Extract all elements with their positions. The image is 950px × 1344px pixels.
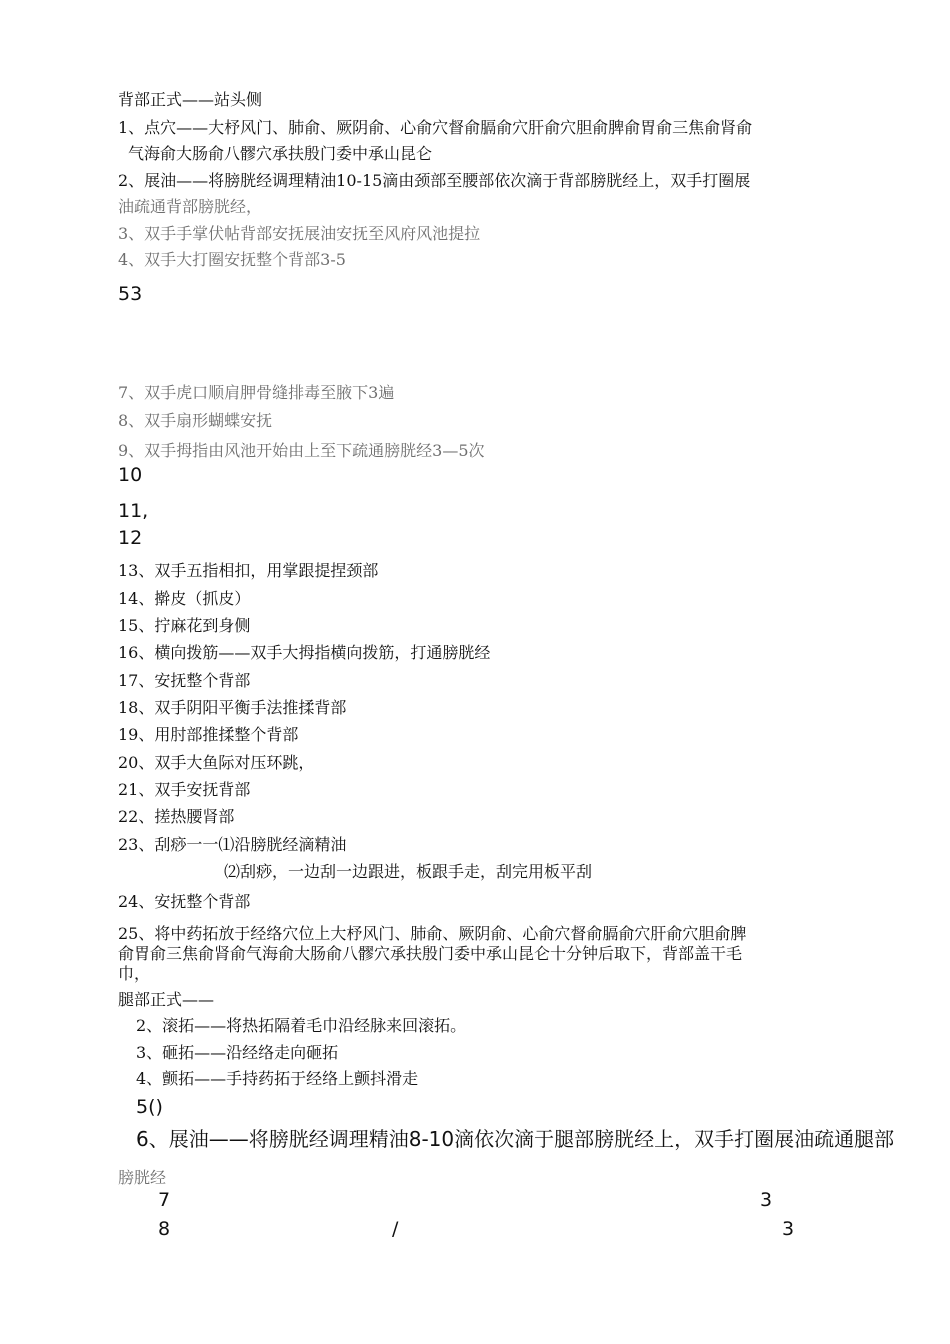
back-step-25-line-2: 俞胃俞三焦俞肾俞气海俞大肠俞八髎穴承扶殷门委中承山昆仑十分钟后取下，背部盖干毛 bbox=[118, 944, 743, 963]
back-step-23-line-1: 23、刮痧一一⑴沿膀胱经滴精油 bbox=[118, 835, 347, 854]
back-step-11-number: 11, bbox=[118, 500, 149, 522]
leg-step-3: 3、砸拓——沿经络走向砸拓 bbox=[136, 1043, 339, 1062]
back-step-1-line-2: 气海俞大肠俞八髎穴承扶殷门委中承山昆仑 bbox=[128, 144, 433, 163]
back-step-14: 14、擀皮（抓皮） bbox=[118, 589, 251, 608]
leg-step-6-text: 6、展油——将膀胱经调理精油8-10滴依次滴于腿部膀胱经上，双手打圈展油疏通腿部 bbox=[136, 1127, 895, 1151]
leg-step-8-slash: / bbox=[392, 1218, 399, 1240]
back-step-25-line-3: 巾， bbox=[118, 964, 151, 983]
back-step-9: 9、双手拇指由风池开始由上至下疏通膀胱经3—5次 bbox=[118, 441, 485, 460]
leg-step-2: 2、滚拓——将热拓隔着毛巾沿经脉来回滚拓。 bbox=[136, 1016, 467, 1035]
back-step-12-number: 12 bbox=[118, 527, 143, 549]
back-step-24: 24、安抚整个背部 bbox=[118, 892, 251, 911]
back-step-5-6-number: 53 bbox=[118, 283, 143, 305]
back-step-18: 18、双手阴阳平衡手法推揉背部 bbox=[118, 698, 347, 717]
back-step-22: 22、搓热腰肾部 bbox=[118, 807, 235, 826]
back-step-2-line-2: 油疏通背部膀胱经， bbox=[118, 197, 263, 216]
leg-step-7-right-number: 3 bbox=[760, 1189, 773, 1211]
back-step-25-line-1: 25、将中药拓放于经络穴位上大杼风门、肺俞、厥阴俞、心俞穴督俞膈俞穴肝俞穴胆俞脾 bbox=[118, 924, 747, 943]
back-step-2-line-1: 2、展油——将膀胱经调理精油10-15滴由颈部至腰部依次滴于背部膀胱经上，双手打圈展 bbox=[118, 171, 751, 190]
leg-step-5: 5() bbox=[136, 1096, 163, 1118]
leg-step-8-right-number: 3 bbox=[782, 1218, 795, 1240]
back-step-1-line-1: 1、点穴——大杼风门、肺俞、厥阴俞、心俞穴督俞膈俞穴肝俞穴胆俞脾俞胃俞三焦俞肾俞 bbox=[118, 118, 753, 137]
back-step-17: 17、安抚整个背部 bbox=[118, 671, 251, 690]
back-step-21: 21、双手安抚背部 bbox=[118, 780, 251, 799]
leg-step-7-number: 7 bbox=[158, 1189, 171, 1211]
leg-step-6-line-2: 膀胱经 bbox=[118, 1168, 167, 1187]
back-step-3: 3、双手手掌伏帖背部安抚展油安抚至风府风池提拉 bbox=[118, 224, 481, 243]
back-step-8: 8、双手扇形蝴蝶安抚 bbox=[118, 411, 273, 430]
back-step-20: 20、双手大鱼际对压环跳， bbox=[118, 753, 315, 772]
back-step-7: 7、双手虎口顺肩胛骨缝排毒至腋下3遍 bbox=[118, 383, 395, 402]
leg-section-title: 腿部正式—— bbox=[118, 990, 215, 1009]
back-step-4: 4、双手大打圈安抚整个背部3-5 bbox=[118, 250, 346, 269]
back-step-10-number: 10 bbox=[118, 464, 143, 486]
back-section-title: 背部正式——站头侧 bbox=[118, 90, 263, 109]
leg-step-6-line-1 bbox=[136, 1129, 894, 1151]
back-step-16: 16、横向拨筋——双手大拇指横向拨筋，打通膀胱经 bbox=[118, 643, 491, 662]
back-step-19: 19、用肘部推揉整个背部 bbox=[118, 725, 299, 744]
back-step-13: 13、双手五指相扣，用掌跟提捏颈部 bbox=[118, 561, 379, 580]
back-step-15: 15、拧麻花到身侧 bbox=[118, 616, 251, 635]
leg-step-8-number: 8 bbox=[158, 1218, 171, 1240]
leg-step-4: 4、颤拓——手持药拓于经络上颤抖滑走 bbox=[136, 1069, 419, 1088]
back-step-23-line-2: ⑵刮痧，一边刮一边跟进，板跟手走，刮完用板平刮 bbox=[224, 862, 593, 881]
